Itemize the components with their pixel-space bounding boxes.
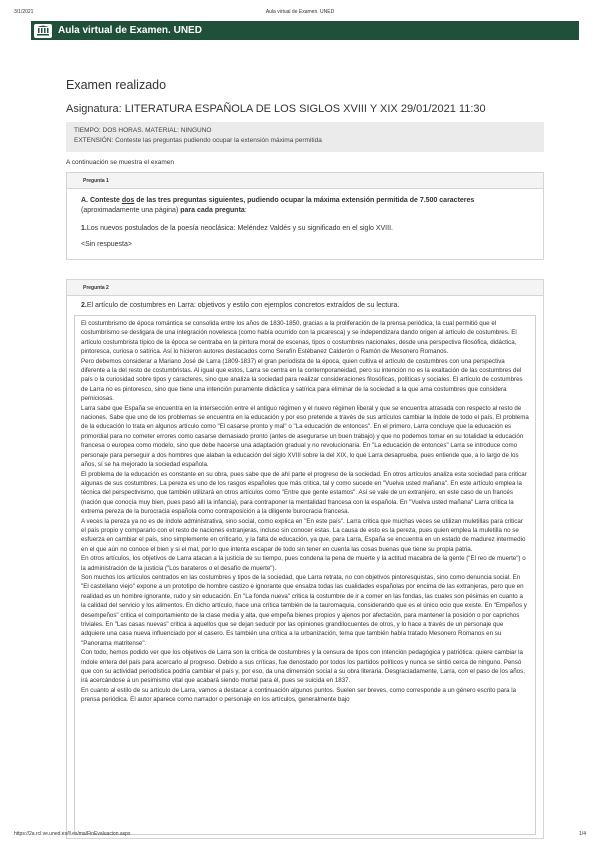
- print-header: [0, 9, 600, 19]
- stmt-emphasis: dos: [121, 197, 135, 204]
- topic-text: El artículo de costumbres en Larra: objetivos y estilo con ejemplos concretos extraídos de su lectura.: [86, 302, 400, 309]
- question-item: [81, 225, 543, 232]
- print-footer: [0, 831, 600, 841]
- print-page-number: 1/4: [579, 831, 586, 837]
- stmt-part: (aproximadamente una página): [81, 207, 181, 214]
- stmt-part: A. Conteste: [81, 197, 122, 204]
- question-topic: [81, 302, 543, 309]
- answer-paragraph: Pero debemos considerar a Mariano José de Larra (1809-1837) el gran periodista de la época, quien cultiva el artículo de costumbres con una perspectiva diferente a la del resto de costumbristas. Al igual que estos, Larra se centra en la contemporaneidad, pero su intención no es la exaltación de las costumbres del país o la curiosidad sobre tipos y caracteres, sino que analiza la sociedad para realizar consideraciones filosóficas, políticas y sociales. El artículo de costumbres de Larra no es pintoresco, sino que tiene una intención puramente didáctica y satírica para eliminar de la sociedad a la que ama costumbres que considera perniciosas.: [81, 357, 523, 403]
- item-number: 1.: [81, 225, 87, 232]
- question-card: [66, 172, 544, 260]
- answer-empty: <Sin respuesta>: [81, 241, 132, 248]
- answer-paragraph: A veces la pereza ya no es de índole administrativa, sino social, como explica en "En este país". Larra critica que muchas veces se utilizan muletillas para criticar el país propio y compararlo con el resto de naciones extranjeras, incluso sin conocer estas. La causa de esto es la pereza, pues quien emplea la muletilla no se esfuerza en cambiar el país, sino simplemente en criticarlo, y la falta de educación, ya que, para Larra, España se encuentra en un estado de madurez intermedio en el que aún no conoce el bien y si el mal, por lo que intenta escapar de todo sin tener en cuenta las cosas buenas que tiene su propia patria.: [81, 517, 526, 553]
- answer-paragraph: El problema de la educación es constante en su obra, pues sabe que de ahí parte el progreso de la sociedad. En otros artículos analiza esta sociedad para criticar algunas de sus costumbres. La pereza es uno de los rasgos españoles que más critica, tal y como sucede en "Vuelva usted mañana". En este artículo emplea la técnica del perspectivismo, que también utilizará en otros artículos como "Entre que gente estamos". Así se vale de un extranjero, en este caso de un francés (nación que conocía muy bien, pues pasó allí la infancia), para contraponer la mentalidad francesa con la española. En "Vuelva usted mañana" Larra critica la extrema pereza de la burocracia española como contraposición a la diligente burocracia francesa.: [81, 470, 527, 516]
- question-statement: [81, 196, 531, 216]
- question-header: Pregunta 2: [67, 280, 543, 296]
- exam-info-box: [66, 122, 544, 152]
- answer-text-box: [74, 315, 536, 835]
- question-body: [67, 189, 543, 248]
- stmt-part: para cada pregunta: [180, 207, 245, 214]
- answer-paragraph: Con todo, hemos podido ver que los objetivos de Larra son la crítica de costumbres y la censura de tipos con intención pedagógica y patriótica: quiere cambiar la índole entera del país para acercarlo al progreso. Debido a sus críticas, fue denostado por todos los partidos políticos y nunca se sintió cerca de ninguno. Pensó que con su actividad periodística podría cambiar el país y, por eso, da una dimensión social a su obra literaria. Desgraciadamente, Larra, con el paso de los años, irá acercándose a un pesimismo vital que acabará siendo mortal para él, pues se suicida en 1837.: [81, 649, 525, 685]
- answer-paragraph: En otros artículos, los objetivos de Larra atacan a la justicia de su tiempo, pues condena la pena de muerte y la actitud macabra de la gente ("El reo de muerte") o la administración de la justicia ("Los barateros o el desafío de muerte").: [81, 555, 526, 572]
- print-date: 3/1/2021: [14, 9, 34, 15]
- print-title: Aula virtual de Examen. UNED: [265, 9, 335, 15]
- item-text: Los nuevos postulados de la poesía neoclásica: Meléndez Valdés y su significado en el siglo XVIII.: [86, 225, 393, 232]
- exam-extension-info: EXTENSIÓN: Conteste las preguntas pudiendo ocupar la extensión máxima permitida: [74, 137, 322, 144]
- question-header: Pregunta 1: [67, 173, 543, 189]
- answer-paragraph: Son muchos los artículos centrados en las costumbres y tipos de la sociedad, que Larra retrata, no con objetivos pintoresquistas, sino como denuncia social. En "El castellano viejo" expone a un prototipo de hombre castizo e ignorante que ensalza todas las cualidades españolas por encima de las extranjeras, pero que en realidad es un hombre ignorante, rudo y sin educación. En "La fonda nueva" critica la costumbre de ir a comer en las fondas, las cuales son pésimas en cuanto a la calidad del servicio y los alimentos. En dicho artículo, hace una crítica también de la tauromaquia, considerando que es el único ocio que existe. En "Empeños y desempeños" critica el comportamiento de la clase media y alta, que empeña bienes propios y ajenos por afectación, para mantener la posición o por caprichos triviales. En "Las casas nuevas" critica a aquellos que se dejan seducir por las opiniones grandilocuentes de otros, y lo hace a través de un personaje que adquiere una casa nueva influenciado por el casero. Es también una crítica a la urbanización, tema que también había tratado Mesonero Romanos en su "Panorama matritense".: [81, 573, 527, 647]
- uned-logo-icon[interactable]: [34, 24, 52, 38]
- print-url: https://2a.rcl.ve.uned.es/ll.es/ma/FinEvaluacion.aspx: [14, 831, 131, 837]
- header-banner: [31, 21, 579, 40]
- answer-paragraph: En cuanto al estilo de su artículo de Larra, vamos a destacar a continuación algunos puntos. Suelen ser breves, como corresponde a un género escrito para la prensa periódica. El autor aparece como narrador o personaje en los artículos, generalmente bajo: [81, 686, 517, 704]
- question-card: [66, 279, 544, 839]
- stmt-part: :: [244, 207, 247, 214]
- answer-paragraph: Larra sabe que España se encuentra en la intersección entre el antiguo régimen y el nuevo régimen liberal y que se encuentra atrasada con respecto al resto de naciones. Sabe que uno de los problemas se encuentra en la educación y por eso pretende a través de sus artículos cambiar la índole de todo el país. El problema de la educación lo trata en algunos artículo como "El casarse pronto y mal" o "La educación de entonces". En el primero, Larra concluye que la educación es primordial para no cometer errores como casarse demasiado pronto (antes de asegurarse un buen trabajo) y que no podemos tomar en su totalidad la educación francesa o europea como modelo, sino que debe hacerse una adaptación gradual y no revolucionaria. En "La educación de entonces" Larra se introduce como personaje para perseguir a dos hombres que alaban la educación del siglo XVIII sobre la del XIX, lo que Larra desaprueba, pues entiende que, a lo largo de los años, sí se ha mejorado la sociedad española.: [81, 404, 529, 469]
- topic-number: 2.: [81, 302, 87, 309]
- exam-time-info: TIEMPO: DOS HORAS. MATERIAL: NINGUNO: [74, 127, 212, 134]
- answer-paragraph: El costumbrismo de época romántica se consolida entre los años de 1830-1850, gracias a la proliferación de la prensa periódica, la cual permitió que el costumbrismo se desligara de una integración novelesca (como había ocurrido con la picaresca) y se independizara dando origen al artículo de costumbres. El artículo costumbrista típico de la época se centraba en la pintura moral de escenas, tipos o costumbres nacionales, desde una perspectiva filosófica, didáctica, pintoresca, curiosa o satírica. Así lo hicieron autores destacados como Serafín Estébanez Calderón o Ramón de Mesonero Romanos.: [81, 320, 517, 356]
- banner-title[interactable]: Aula virtual de Examen. UNED: [58, 25, 202, 36]
- subject-title: Asignatura: LITERATURA ESPAÑOLA DE LOS SIGLOS XVIII Y XIX 29/01/2021 11:30: [66, 103, 486, 115]
- intro-text: A continuación se muestra el examen: [66, 159, 175, 166]
- question-body: [67, 296, 543, 835]
- stmt-part: de las tres preguntas siguientes, pudiendo ocupar la máxima extensión permitida de 7.500 caracteres: [134, 197, 475, 204]
- page-title: Examen realizado: [66, 78, 167, 92]
